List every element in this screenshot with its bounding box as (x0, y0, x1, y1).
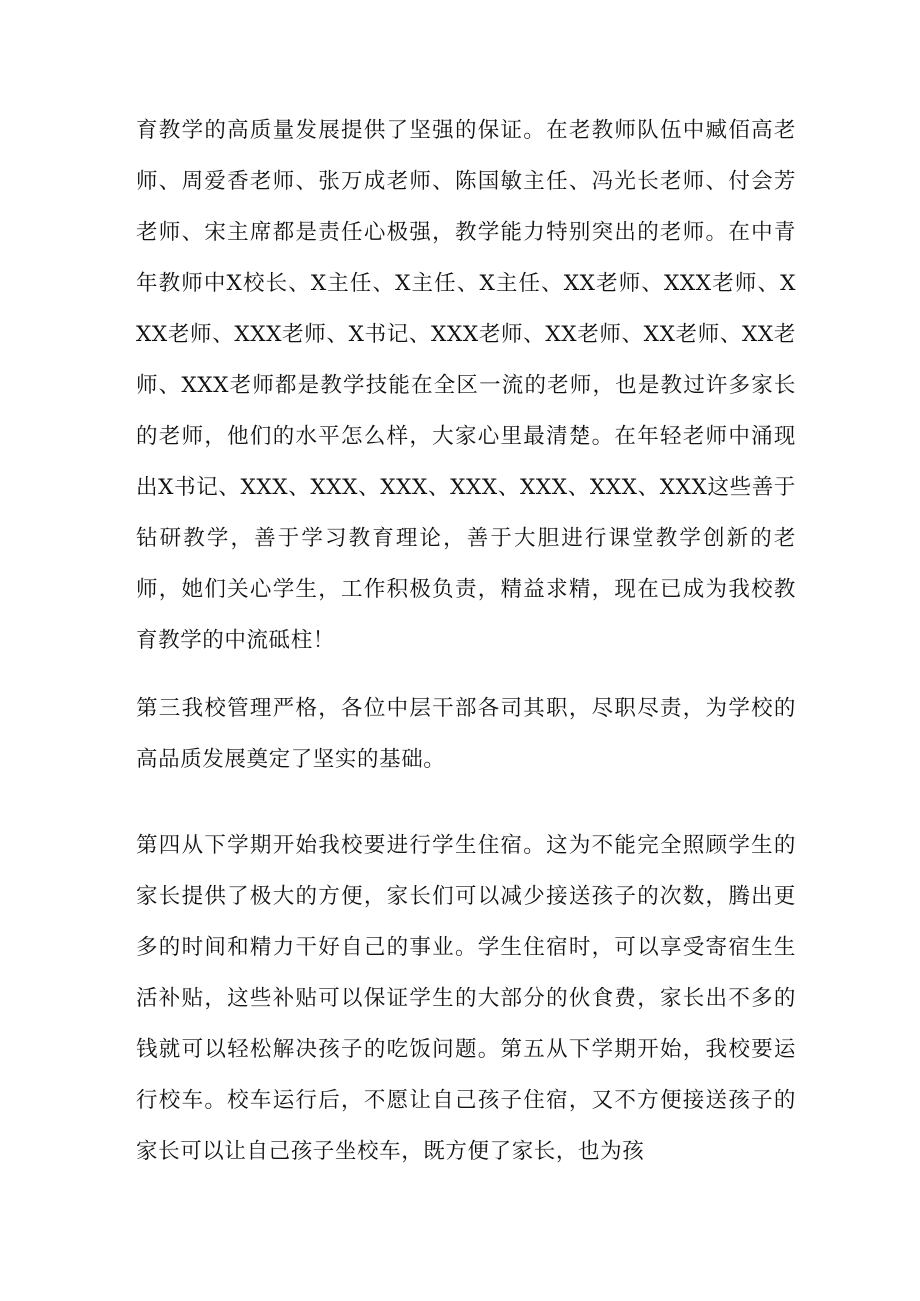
paragraph-management: 第三我校管理严格，各位中层干部各司其职，尽职尽责，为学校的高品质发展奠定了坚实的基础。 (136, 696, 796, 772)
paragraph-teachers: 育教学的高质量发展提供了坚强的保证。在老教师队伍中臧佰高老师、周爱香老师、张万成老师、陈国敏主任、冯光长老师、付会芳老师、宋主席都是责任心极强，教学能力特别突出的老师。在中青年教师中X校长、X主任、X主任、X主任、XX老师、XXX老师、XXX老师、XXX老师、X书记、XXX老师、XX老师、XX老师、XX老师、XXX老师都是教学技能在全区一流的老师，也是教过许多家长的老师，他们的水平怎么样，大家心里最清楚。在年轻老师中涌现出X书记、XXX、XXX、XXX、XXX、XXX、XXX、XXX这些善于钻研教学，善于学习教育理论，善于大胆进行课堂教学创新的老师，她们关心学生，工作积极负责，精益求精，现在已成为我校教育教学的中流砥柱！ (136, 118, 796, 653)
paragraph-boarding-and-bus: 第四从下学期开始我校要进行学生住宿。这为不能完全照顾学生的家长提供了极大的方便，家长们可以减少接送孩子的次数，腾出更多的时间和精力干好自己的事业。学生住宿时，可以享受寄宿生生活补贴，这些补贴可以保证学生的大部分的伙食费，家长出不多的钱就可以轻松解决孩子的吃饭问题。第五从下学期开始，我校要运行校车。校车运行后，不愿让自己孩子住宿，又不方便接送孩子的家长可以让自己孩子坐校车，既方便了家长，也为孩 (136, 833, 796, 1164)
